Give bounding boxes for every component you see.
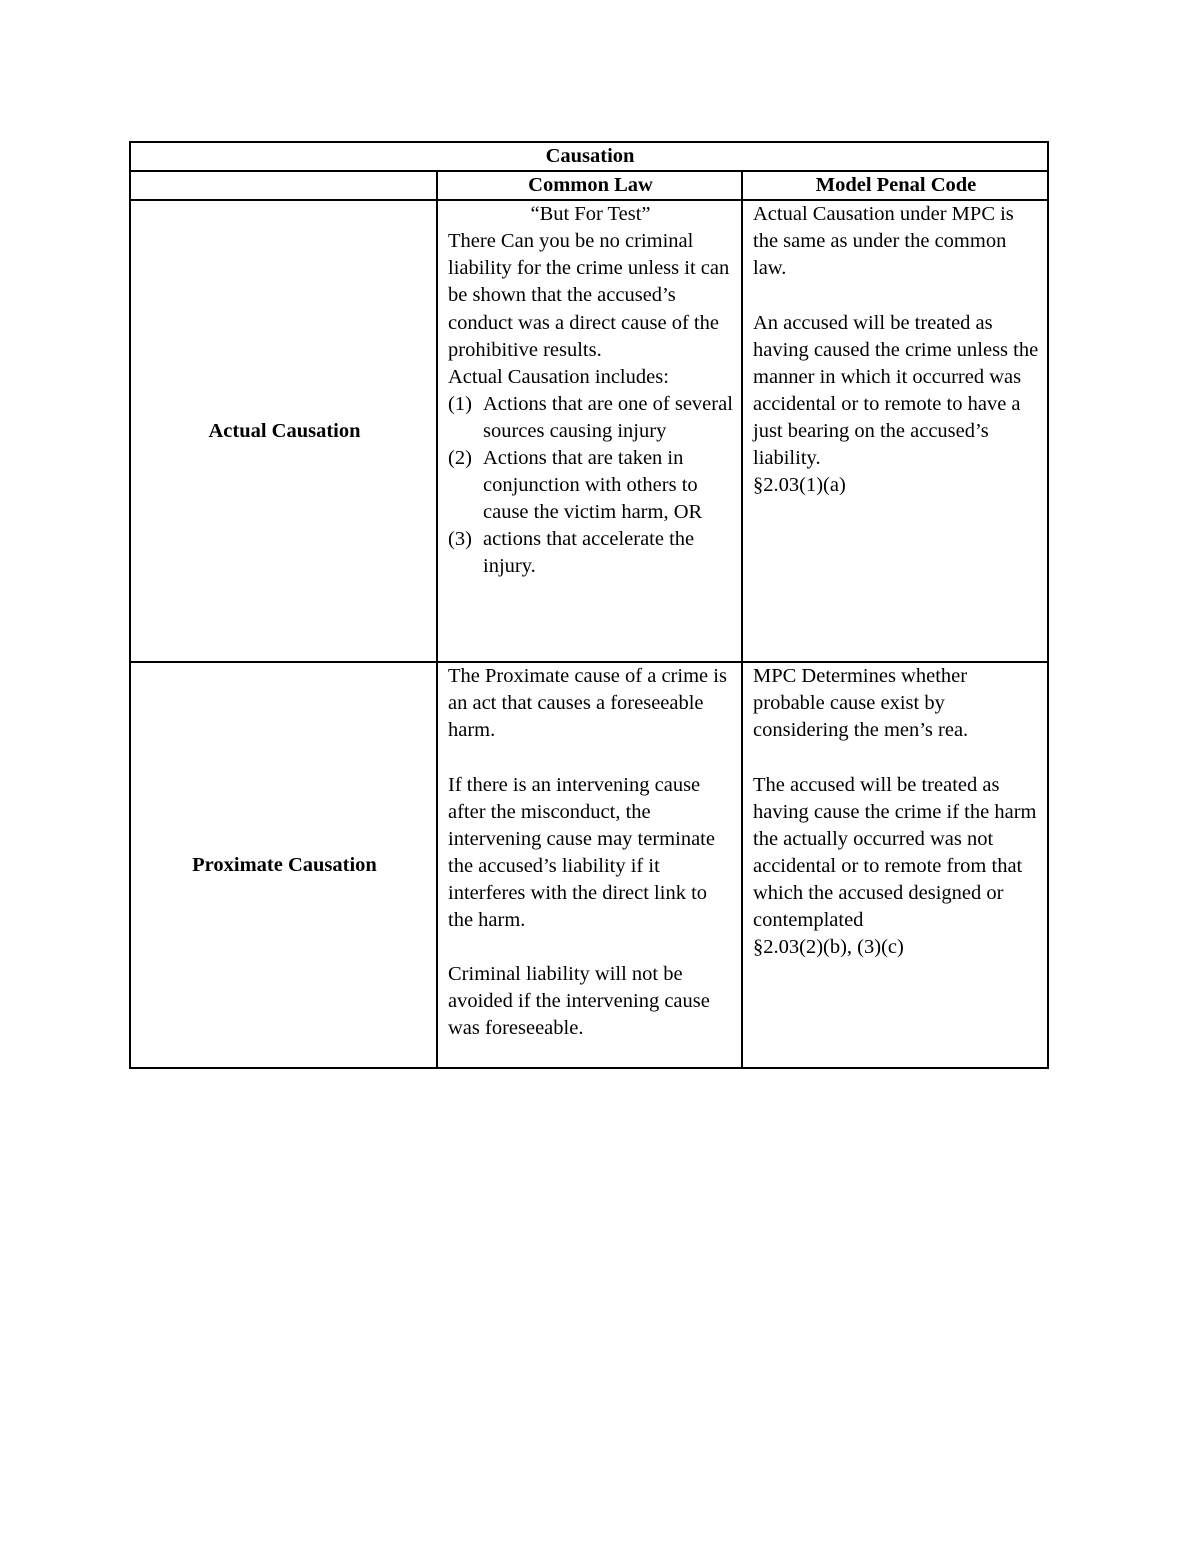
proximate-mpc-paragraph-1: MPC Determines whether probable cause exist by considering the men’s rea. <box>753 665 969 742</box>
table-title: Causation <box>130 142 1048 171</box>
list-item <box>448 526 733 580</box>
header-common-law: Common Law <box>437 171 742 200</box>
cell-proximate-mpc <box>742 662 1048 1068</box>
row-label-actual-causation: Actual Causation <box>130 200 437 662</box>
cell-proximate-common-law <box>437 662 742 1068</box>
header-model-penal-code: Model Penal Code <box>742 171 1048 200</box>
actual-mpc-citation: §2.03(1)(a) <box>753 474 846 497</box>
cell-actual-mpc <box>742 200 1048 662</box>
header-blank <box>130 171 437 200</box>
but-for-test-heading: “But For Test” <box>530 203 651 226</box>
blank-line <box>753 744 1039 771</box>
table-row-proximate-causation <box>130 662 1048 1068</box>
proximate-common-law-paragraph-2: If there is an intervening cause after the misconduct, the intervening cause may terminate the accused’s liability if it interferes with the direct link to the harm. <box>448 773 715 932</box>
blank-line <box>448 934 733 961</box>
actual-mpc-paragraph-2: An accused will be treated as having caused the crime unless the manner in which it occurred was accidental or to remote to have a just bearing on the accused’s liability. <box>753 311 1039 470</box>
list-item-text: actions that accelerate the injury. <box>483 528 695 578</box>
list-item <box>448 391 733 445</box>
table-title-row <box>130 142 1048 171</box>
actual-causation-list <box>448 391 733 581</box>
row-label-proximate-causation: Proximate Causation <box>130 662 437 1068</box>
causation-table <box>129 141 1049 1069</box>
proximate-common-law-paragraph-1: The Proximate cause of a crime is an act that causes a foreseeable harm. <box>448 665 727 742</box>
list-item-number: (2) <box>448 447 472 470</box>
blank-line <box>753 282 1039 309</box>
list-item-text: Actions that are one of several sources causing injury <box>483 392 733 442</box>
actual-mpc-paragraph-1: Actual Causation under MPC is the same as under the common law. <box>753 203 1014 280</box>
actual-common-law-list-intro: Actual Causation includes: <box>448 365 669 388</box>
list-item-text: Actions that are taken in conjunction with others to cause the victim harm, OR <box>483 447 703 524</box>
list-item-number: (3) <box>448 528 472 551</box>
proximate-mpc-paragraph-2: The accused will be treated as having cause the crime if the harm the actually occurred was not accidental or to remote from that which the accused designed or contemplated <box>753 773 1037 932</box>
actual-common-law-paragraph: There Can you be no criminal liability for the crime unless it can be shown that the accused’s conduct was a direct cause of the prohibitive results. <box>448 230 730 361</box>
cell-actual-common-law <box>437 200 742 662</box>
table-header-row <box>130 171 1048 200</box>
blank-line <box>448 744 733 771</box>
proximate-mpc-citation: §2.03(2)(b), (3)(c) <box>753 936 904 959</box>
list-item <box>448 445 733 526</box>
proximate-common-law-paragraph-3: Criminal liability will not be avoided if the intervening cause was foreseeable. <box>448 963 710 1040</box>
list-item-number: (1) <box>448 392 472 415</box>
table-row-actual-causation <box>130 200 1048 662</box>
